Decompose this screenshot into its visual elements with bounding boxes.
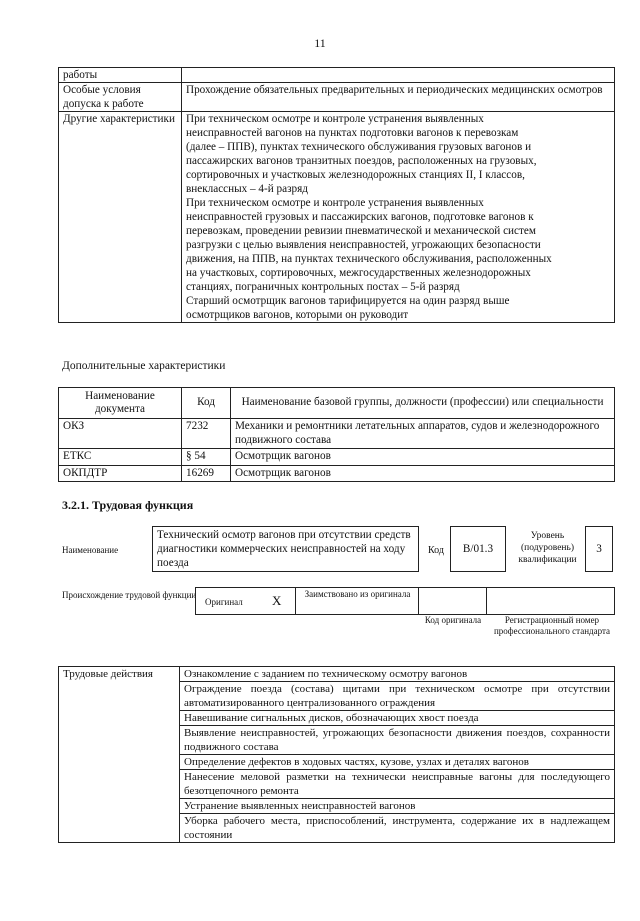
table-cell: ОКЗ — [59, 419, 182, 449]
original-checkmark: X — [272, 593, 282, 608]
code-label: Код — [428, 545, 444, 556]
list-item: Определение дефектов в ходовых частях, кузове, узлах и деталях вагонов — [180, 755, 615, 770]
column-header: Наименование базовой группы, должности (профессии) или специальности — [231, 388, 615, 419]
row-label: работы — [59, 68, 182, 83]
text-line: неисправностей грузовых и пассажирских вагонов, подготовке вагонов к — [186, 211, 534, 223]
text-line: внеклассных – 4-й разряд — [186, 183, 308, 195]
registration-number-label: Регистрационный номер профессионального стандарта — [493, 615, 611, 636]
table-cell: 7232 — [182, 419, 231, 449]
table-cell: ОКПДТР — [59, 465, 182, 482]
list-item: Ограждение поезда (состава) щитами при техническом осмотре при отсутствии автоматизированного централизованного ограждения — [180, 682, 615, 711]
text-line: Старший осмотрщик вагонов тарифицируется на один разряд выше — [186, 295, 510, 307]
column-header: Код — [182, 388, 231, 419]
text-line: (далее – ППВ), пунктах технического обслуживания грузовых вагонов и — [186, 141, 532, 153]
section-title: 3.2.1. Трудовая функция — [62, 498, 194, 512]
table-cell: Осмотрщик вагонов — [231, 465, 615, 482]
divider — [418, 587, 419, 615]
additional-characteristics-heading: Дополнительные характеристики — [62, 360, 226, 372]
table-cell: ЕТКС — [59, 449, 182, 466]
labor-actions-table — [58, 666, 615, 843]
row-value: Прохождение обязательных предварительных и периодических медицинских осмотров — [182, 83, 615, 112]
text-line: перевозкам, проведении ревизии пневматической и механической систем — [186, 225, 536, 237]
divider — [486, 587, 487, 615]
text-line: станциях, пограничных контрольных постах – 5-й разряд — [186, 281, 460, 293]
text-line: разгрузки с целью выявления неисправностей, угрожающих безопасности — [186, 239, 541, 251]
text-line: сортировочных и участковых железнодорожных станциях II, I классов, — [186, 169, 525, 181]
table-row — [59, 68, 615, 83]
table-row — [59, 112, 615, 323]
function-name-box: Технический осмотр вагонов при отсутствии средств диагностики коммерческих неисправностей на ходу поезда — [152, 526, 419, 572]
table-row — [59, 449, 615, 466]
text-line: При техническом осмотре и контроле устранения выявленных — [186, 113, 484, 125]
level-value-box: 3 — [585, 526, 613, 572]
row-label: Другие характеристики — [59, 112, 182, 323]
name-label: Наименование — [62, 545, 119, 555]
table-header-row — [59, 388, 615, 419]
page-number: 11 — [314, 36, 326, 50]
table-cell: § 54 — [182, 449, 231, 466]
text-line: движения, на ППВ, на пунктах технического обслуживания, расположенных — [186, 253, 552, 265]
code-value-box: B/01.3 — [450, 526, 506, 572]
table-row — [59, 465, 615, 482]
characteristics-table — [58, 67, 615, 323]
qualification-level-label: Уровень (подуровень) квалификации — [518, 531, 577, 565]
list-item: Уборка рабочего места, приспособлений, инструмента, содержание их в надлежащем состоянии — [180, 814, 615, 843]
row-label: Трудовые действия — [59, 667, 180, 843]
table-row — [59, 419, 615, 449]
row-value — [182, 112, 615, 323]
table-cell: Осмотрщик вагонов — [231, 449, 615, 466]
code-original-label: Код оригинала — [424, 615, 482, 625]
additional-characteristics-table — [58, 387, 615, 482]
column-header: Наименование документа — [59, 388, 182, 419]
text-line: неисправностей вагонов на пунктах подготовки вагонов к перевозкам — [186, 127, 519, 139]
text-line: пассажирских вагонов транзитных поездов, расположенных на грузовых, — [186, 155, 537, 167]
table-row — [59, 83, 615, 112]
text-line: на участковых, сортировочных, межгосударственных железнодорожных — [186, 267, 531, 279]
original-label: Оригинал — [205, 597, 243, 607]
table-cell: 16269 — [182, 465, 231, 482]
origin-label: Происхождение трудовой функции — [62, 590, 197, 600]
row-value — [182, 68, 615, 83]
text-line: При техническом осмотре и контроле устранения выявленных — [186, 197, 484, 209]
row-label: Особые условия допуска к работе — [59, 83, 182, 112]
divider — [295, 587, 296, 615]
table-row — [59, 667, 615, 682]
borrowed-label: Заимствовано из оригинала — [304, 589, 411, 599]
list-item: Ознакомление с заданием по техническому осмотру вагонов — [180, 667, 615, 682]
list-item: Выявление неисправностей, угрожающих безопасности движения поездов, сохранности подвижного состава — [180, 726, 615, 755]
list-item: Нанесение меловой разметки на технически неисправные вагоны для последующего безотцепочного ремонта — [180, 770, 615, 799]
list-item: Устранение выявленных неисправностей вагонов — [180, 799, 615, 814]
text-line: осмотрщиков вагонов, которыми он руководит — [186, 309, 409, 321]
list-item: Навешивание сигнальных дисков, обозначающих хвост поезда — [180, 711, 615, 726]
table-cell: Механики и ремонтники летательных аппаратов, судов и железнодорожного подвижного состава — [231, 419, 615, 449]
